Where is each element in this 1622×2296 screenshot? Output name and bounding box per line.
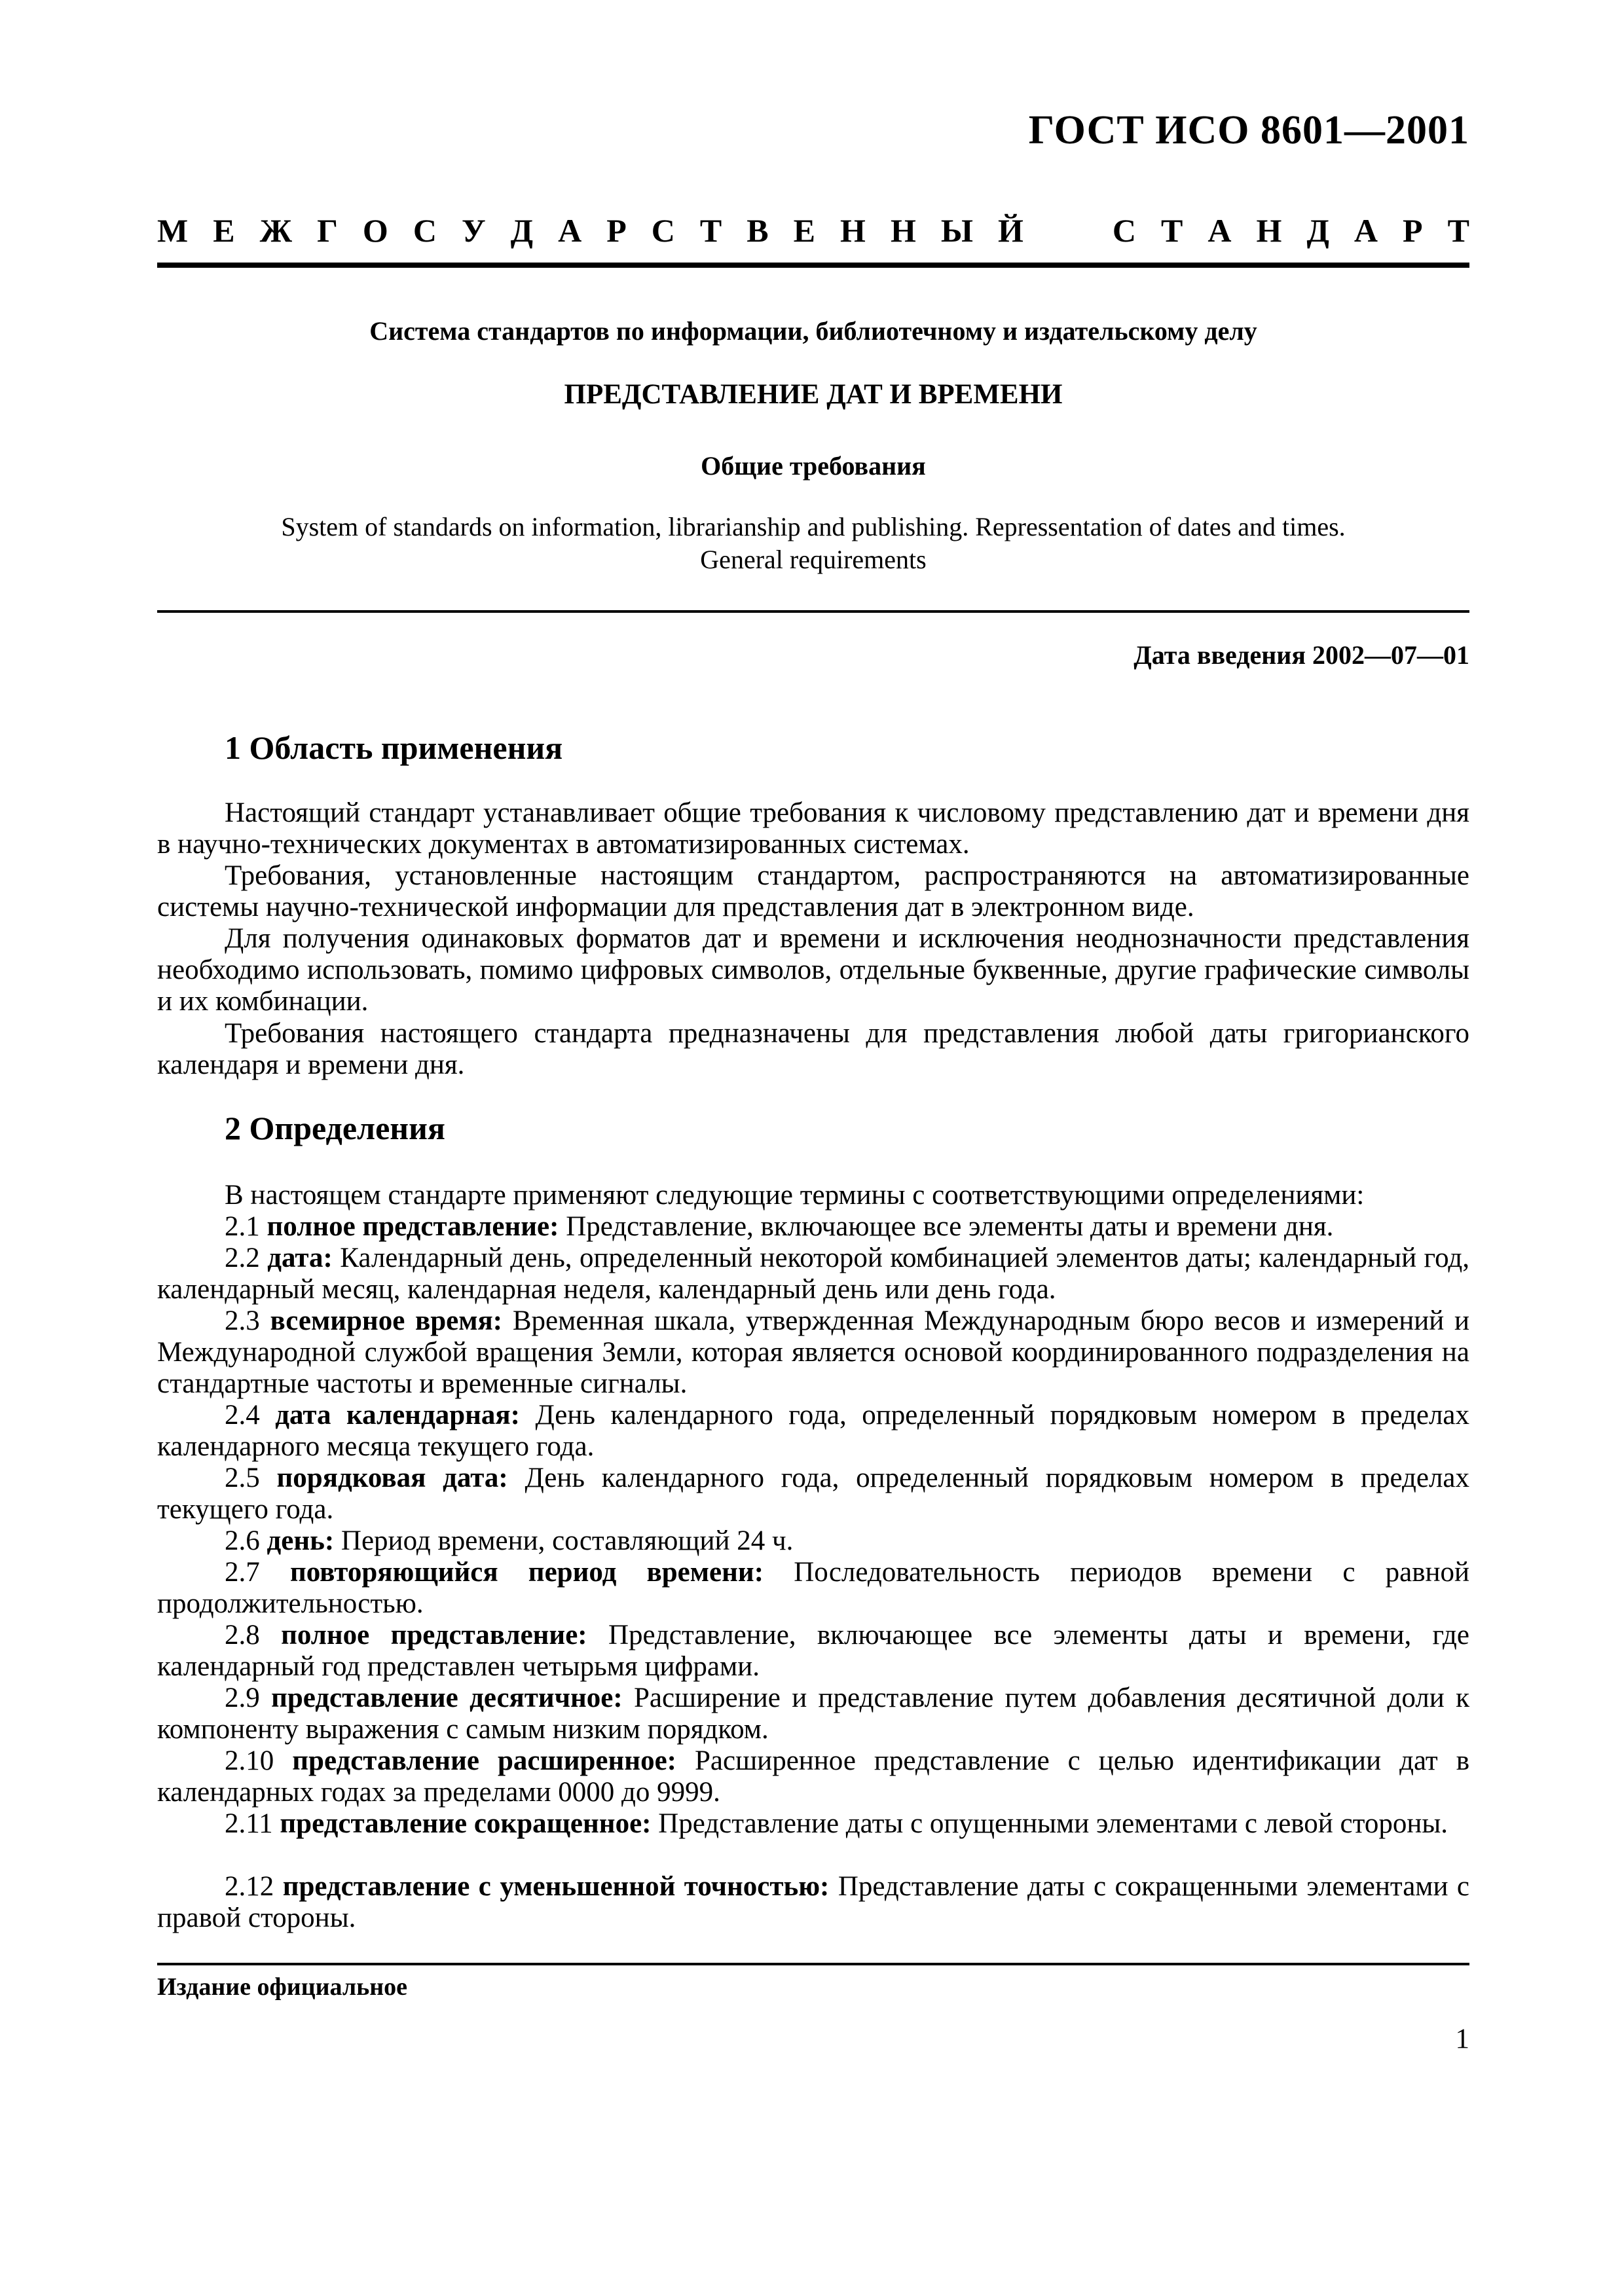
banner-letter: А: [558, 212, 582, 249]
definition-item: [157, 1525, 1469, 1557]
definition-number: 2.8: [225, 1620, 260, 1650]
definition-item: [157, 1620, 1469, 1683]
definition-number: 2.4: [225, 1400, 260, 1430]
definition-number: 2.7: [225, 1557, 260, 1588]
banner-letter: Г: [317, 212, 338, 249]
definition-term: день:: [267, 1525, 335, 1556]
interstate-standard-banner: [157, 211, 1469, 249]
definition-text: Временная шкала, утвержденная Международным бюро весов и измерений и Международной службой вращения Земли, которая является основой координированного подразделения на стандартные частоты и временные сигналы.: [157, 1305, 1469, 1399]
banner-letter: В: [746, 212, 769, 249]
scope-paragraph: Настоящий стандарт устанавливает общие требования к числовому представлению дат и времени дня в научно-технических документах в автоматизированных системах.: [157, 797, 1469, 860]
definition-text: Представление, включающее все элементы даты и времени, где календарный год представлен четырьмя цифрами.: [157, 1620, 1469, 1682]
banner-letter: Е: [793, 212, 815, 249]
introduction-date: Дата введения 2002—07—01: [1134, 640, 1469, 670]
definition-number: 2.10: [225, 1745, 274, 1776]
banner-letter: Д: [1306, 212, 1329, 249]
definition-text: День календарного года, определенный порядковым номером в пределах календарного месяца текущего года.: [157, 1400, 1470, 1462]
banner-letter: О: [362, 212, 388, 249]
definition-term: всемирное время:: [270, 1305, 503, 1336]
definition-term: представление расширенное:: [292, 1745, 676, 1776]
definition-item: [157, 1400, 1469, 1463]
banner-letter: Н: [890, 212, 916, 249]
definition-number: 2.6: [225, 1525, 260, 1556]
section-heading-definitions: 2 Определения: [225, 1110, 445, 1146]
definition-item: [157, 1243, 1469, 1305]
definition-term: полное представление:: [281, 1620, 587, 1650]
banner-letter: Ж: [259, 212, 293, 249]
definition-item: [157, 1808, 1469, 1840]
official-edition-label: Издание официальное: [157, 1973, 408, 2001]
definitions-intro: В настоящем стандарте применяют следующие термины с соответствующими определениями:: [225, 1180, 1365, 1211]
banner-letter: Н: [840, 212, 866, 249]
definition-item: [157, 1745, 1469, 1808]
definition-number: 2.12: [225, 1871, 274, 1902]
banner-letter: Ы: [940, 212, 973, 249]
definition-text: Представление даты с опущенными элементами с левой стороны.: [658, 1808, 1448, 1839]
banner-letter: Й: [997, 212, 1023, 249]
definition-term: представление сокращенное:: [280, 1808, 652, 1839]
definition-term: представление с уменьшенной точностью:: [282, 1871, 830, 1902]
definition-number: 2.5: [225, 1463, 260, 1493]
definition-text: Период времени, составляющий 24 ч.: [341, 1525, 794, 1556]
definition-item: [157, 1305, 1469, 1400]
definition-number: 2.11: [225, 1808, 273, 1839]
definition-number: 2.9: [225, 1683, 260, 1713]
definition-text: Представление даты с сокращенными элементами с правой стороны.: [157, 1871, 1470, 1933]
banner-letter: С: [651, 212, 675, 249]
banner-letter: А: [1207, 212, 1232, 249]
footer-divider: [157, 1963, 1469, 1965]
banner-letter: А: [1354, 212, 1378, 249]
header-divider: [157, 263, 1469, 268]
definition-item: [157, 1557, 1469, 1620]
definition-term: полное представление:: [267, 1211, 559, 1242]
definition-text: Представление, включающее все элементы даты и времени дня.: [566, 1211, 1334, 1242]
banner-letter: С: [413, 212, 437, 249]
document-title: ПРЕДСТАВЛЕНИЕ ДАТ И ВРЕМЕНИ: [564, 379, 1063, 410]
banner-letter: Р: [1403, 212, 1423, 249]
banner-word-gap: [1048, 211, 1088, 249]
definition-item: [157, 1211, 1469, 1243]
banner-letter: Н: [1256, 212, 1282, 249]
definition-text: Расширение и представление путем добавления десятичной доли к компоненту выражения с самым низким порядком.: [157, 1683, 1469, 1745]
scope-paragraph: Для получения одинаковых форматов дат и времени и исключения неоднозначности представления необходимо использовать, помимо цифровых символов, отдельные буквенные, другие графические символы и их комбинации.: [157, 923, 1469, 1017]
document-subtitle: Общие требования: [701, 451, 926, 481]
document-number: ГОСТ ИСО 8601—2001: [1028, 108, 1469, 153]
definition-item: [157, 1683, 1469, 1745]
definition-item: [157, 1871, 1469, 1934]
scope-paragraph: Требования настоящего стандарта предназначены для представления любой даты григорианского календаря и времени дня.: [157, 1018, 1469, 1080]
page-number: 1: [1455, 2024, 1469, 2054]
banner-letter: Т: [699, 212, 722, 249]
definition-term: представление десятичное:: [271, 1683, 623, 1713]
english-title-line: System of standards on information, librarianship and publishing. Repressentation of dates and times.: [281, 512, 1346, 541]
banner-letter: У: [461, 212, 486, 249]
definition-text: Календарный день, определенный некоторой комбинацией элементов даты; календарный год, календарный месяц, календарная неделя, календарный день или день года.: [157, 1243, 1469, 1305]
definition-term: дата календарная:: [275, 1400, 520, 1430]
definition-number: 2.1: [225, 1211, 260, 1242]
definition-text: День календарного года, определенный порядковым номером в пределах текущего года.: [157, 1463, 1470, 1525]
banner-letter: Д: [510, 212, 534, 249]
definition-term: дата:: [267, 1243, 333, 1273]
english-title-line: General requirements: [700, 545, 927, 574]
banner-letter: Е: [213, 212, 235, 249]
definition-term: порядковая дата:: [276, 1463, 508, 1493]
definition-item: [157, 1463, 1469, 1525]
definition-number: 2.2: [225, 1243, 260, 1273]
banner-letter: Р: [606, 212, 627, 249]
banner-letter: С: [1112, 212, 1137, 249]
scope-paragraph: Требования, установленные настоящим стандартом, распространяются на автоматизированные системы научно-технической информации для представления дат в электронном виде.: [157, 860, 1469, 922]
banner-letter: Т: [1161, 212, 1183, 249]
standards-series-title: Система стандартов по информации, библиотечному и издательскому делу: [369, 316, 1257, 346]
definition-number: 2.3: [225, 1305, 260, 1336]
definition-text: Расширенное представление с целью идентификации дат в календарных годах за пределами 0000 до 9999.: [157, 1745, 1470, 1808]
section-heading-scope: 1 Область применения: [225, 729, 563, 766]
banner-letter: М: [157, 212, 189, 249]
definition-term: повторяющийся период времени:: [289, 1557, 764, 1588]
title-divider: [157, 610, 1469, 613]
english-title: [157, 511, 1469, 576]
definition-text: Последовательность периодов времени с равной продолжительностью.: [157, 1557, 1470, 1619]
banner-letter: Т: [1447, 212, 1469, 249]
